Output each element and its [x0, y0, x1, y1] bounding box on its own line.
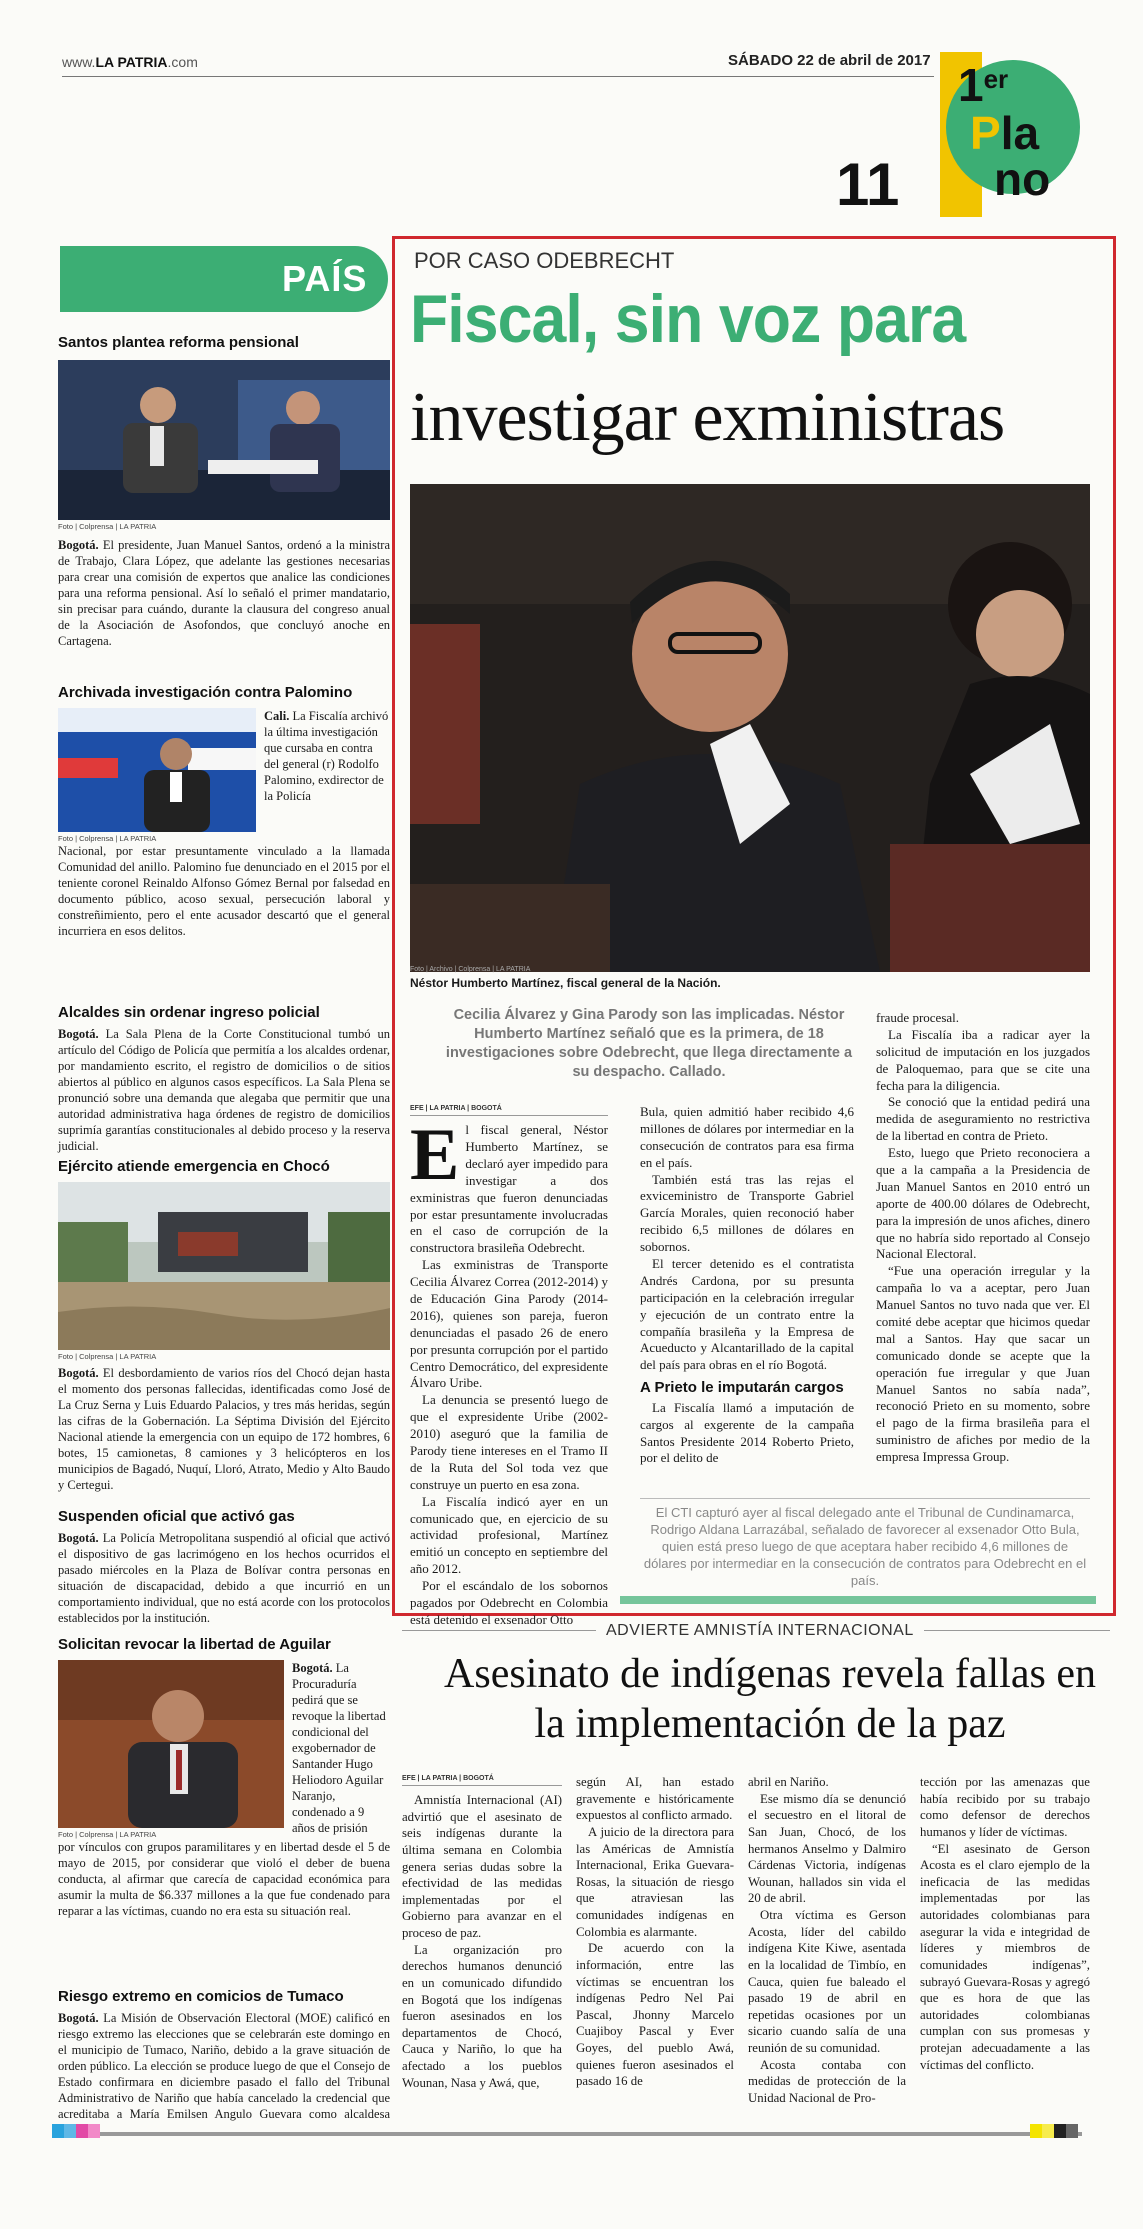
- brief-tumaco: [58, 1988, 390, 2138]
- paragraph: A juicio de la directora para las Américas de Amnistía Internacional, Erika Guevara-Rosas, la situación de riesgo que atraviesan las comunidades indígenas en Colombia es alarmante.: [576, 1824, 734, 1939]
- bottom-headline: Asesinato de indígenas revela fallas en la implementación de la paz: [444, 1651, 1096, 1747]
- paragraph: Por el escándalo de los sobornos pagados por Odebrecht en Colombia está detenido el exsenador Otto: [410, 1578, 608, 1627]
- paragraph: abril en Nariño.: [748, 1775, 829, 1789]
- brief-body: por vínculos con grupos paramilitares y en libertad desde el 5 de mayo de 2015, por considerar que violó el deber de buena conducta, al afirmar que carecía de capacidad económica para asumir la multa de $6.337 millones a la que fue condenado para reparar a las víctimas, cuando no era esta su situación real.: [58, 1840, 390, 1918]
- section-label: PAÍS: [282, 258, 368, 299]
- brief-body: Bogotá. La Sala Plena de la Corte Constitucional tumbó un artículo del Código de Policía que permitía a los alcaldes ordenar, por mandamiento escrito, el registro de domicilios o de sitios abiertos al público en algunos casos específicos. La Sala Plena se pronunció sobre una demanda que alegaba que permitir que una autoridad administrativa haga órdenes de registro de domicilios suprimía garantías constitucionales al debido proceso y la reserva judicial.: [58, 1027, 390, 1153]
- brief-alcaldes: [58, 1004, 390, 1154]
- feature-photo: [410, 484, 1090, 972]
- photo-credit: Foto | Colprensa | LA PATRIA: [58, 1830, 157, 1839]
- feature-subhead: A Prieto le imputarán cargos: [640, 1379, 844, 1397]
- site-url: www.LA PATRIA.com: [62, 54, 198, 70]
- brief-body: Bogotá. El desbordamiento de varios ríos del Chocó dejan hasta el momento dos personas fallecidas, identificadas como José de La Cruz Serna y Luis Eduardo Palacios, y tres más heridas, según las cifras de la Gobernación. La Séptima División del Ejército Nacional atiende la emergencia con un equipo de 172 hombres, 6 botes, 15 camionetas, 8 camiones y 3 helicópteros en los municipios de Bagadó, Nuquí, Lloró, Atrato, Medio y Alto Baudo y Certegui.: [58, 1366, 390, 1492]
- bottom-byline: EFE | LA PATRIA | BOGOTÁ: [402, 1774, 562, 1786]
- brief-pension-reform: [58, 334, 390, 649]
- feature-deck: Cecilia Álvarez y Gina Parody son las implicadas. Néstor Humberto Martínez señaló que es la primera, de 18 investigaciones sobre Odebrecht, que llega directamente a su despacho. Callado.: [445, 1007, 853, 1080]
- brief-title: Santos plantea reforma pensional: [58, 334, 299, 351]
- paragraph: Esto, luego que Prieto reconociera a que a la campaña a la Presidencia de Juan Manuel Santos en 2010 entró un aporte de 400.00 dólares de Odebrecht, para la impresión de unos afiches, dinero que no habría sido reportado al Consejo Nacional Electoral.: [876, 1145, 1090, 1262]
- feature-bottom-bar: [620, 1596, 1096, 1604]
- brief-body: Nacional, por estar presuntamente vinculado a la llamada Comunidad del anillo. Palomino fue denunciado en el 2015 por el teniente coronel Reinaldo Alfonso Gómez Bernal por falsedad en documento público, acoso sexual, persecución laboral y constreñimiento, pero el ente acusador descartó que el general incurriera en esos delitos.: [58, 844, 390, 938]
- color-registration-left: [52, 2124, 100, 2138]
- feature-column-3: [876, 1010, 1090, 1466]
- paragraph: La Fiscalía iba a radicar ayer la solicitud de imputación en los juzgados de Paloquemao, para que se cite una fecha para la diligencia.: [876, 1026, 1090, 1093]
- feature-byline: EFE | LA PATRIA | BOGOTÁ: [410, 1104, 608, 1116]
- brief-title: Archivada investigación contra Palomino: [58, 684, 353, 701]
- photo-aguilar: [58, 1660, 284, 1828]
- paragraph: “El asesinato de Gerson Acosta es el claro ejemplo de la ineficacia de las medidas implementadas por las autoridades colombianas para asegurar la vida e integridad de líderes y miembros de comunidades indígenas”, subrayó Guevara-Rosas y agregó que es hora de que las autoridades colombianas cumplan con sus promesas y protejan adecuadamente a las víctimas del conflicto.: [920, 1841, 1090, 2072]
- photo-santos: [58, 360, 390, 520]
- feature-column-1: [410, 1104, 608, 1629]
- feature-headline-top: Fiscal, sin voz para: [410, 281, 966, 357]
- bottom-column-4: [920, 1774, 1090, 2073]
- brief-body: Bogotá. La Misión de Observación Electoral (MOE) calificó en riesgo extremo las elecciones que se celebrarán este domingo en el municipio de Tumaco, Nariño, debido a la grave situación de orden público. La elección se produce luego de que el Consejo de Estado confirmara en diciembre pasado el fallo del Tribunal Administrativo de Nariño que había cancelado la credencial que acreditaba a María Emilsen Angulo Guevara como alcaldesa: [58, 2011, 390, 2121]
- bottom-kicker: ADVIERTE AMNISTÍA INTERNACIONAL: [596, 1622, 924, 1640]
- issue-date: SÁBADO 22 de abril de 2017: [728, 52, 931, 69]
- paragraph: Otra víctima es Gerson Acosta, líder del cabildo indígena Kite Kiwe, asentada en la localidad de Timbío, en Cauca, quien fue baleado el pasado 19 de abril en repetidas ocasiones por un sicario cuando salía de una reunión de su comunidad.: [748, 1908, 906, 2055]
- feature-photo-caption: Néstor Humberto Martínez, fiscal general de la Nación.: [410, 976, 721, 990]
- section-logo: 1er Pla no: [940, 52, 1080, 217]
- feature-headline-bottom: investigar exministras: [410, 379, 1005, 456]
- paragraph: Se conoció que la entidad pedirá una medida de aseguramiento no restrictiva de la libertad en contra de Prieto.: [876, 1094, 1090, 1144]
- feature-photo-credit: Foto | Archivo | Colprensa | LA PATRIA: [410, 966, 531, 973]
- section-banner: [60, 246, 388, 312]
- paragraph: De acuerdo con la información, entre las víctimas se encuentran los indígenas Pedro Nel Pai Pascal, Jhonny Marcelo Cuajiboy Pascal y Ever Goyes, del pueblo Awá, quienes fueron asesinados el pasado 16 de: [576, 1941, 734, 2089]
- paragraph: Acosta contaba con medidas de protección de la Unidad Nacional de Pro-: [748, 2057, 906, 2105]
- paragraph: Ese mismo día se denunció el secuestro en el litoral de San Juan, Chocó, de los hermanos Anselmo y Dalmiro Cárdenas Victoria, indígenas Wounan, hallados sin vida el 20 de abril.: [748, 1791, 906, 1906]
- brief-title: Suspenden oficial que activó gas: [58, 1508, 295, 1525]
- photo-palomino: [58, 708, 256, 832]
- brief-title: Solicitan revocar la libertad de Aguilar: [58, 1636, 331, 1653]
- feature-column-2: [640, 1104, 854, 1467]
- paragraph: “Fue una operación irregular y la campaña lo va a aceptar, pero Juan Manuel Santos no tuvo nada que ver. El comité debe aceptar que hicimos quedar mal a Santos. Hay que sacar un comunicado donde se acepte que la operación fue irregular y que Juan Manuel Santos no sabía nada”, reconoció Prieto en su momento, sobre el pago de la firma brasileña para el suministro de afiches por medio de la empresa Impressa Group.: [876, 1263, 1090, 1465]
- brief-title: Riesgo extremo en comicios de Tumaco: [58, 1988, 344, 2005]
- paragraph: También está tras las rejas el exviceministro de Transporte Gabriel García Morales, quien reconoció haber recibido 6,5 millones de dólares en sobornos.: [640, 1171, 854, 1255]
- paragraph: l fiscal general, Néstor Humberto Martínez, se declaró ayer impedido para investigar a dos exministras que fueron denunciadas por estar presuntamente involucradas en el caso de corrupción de la constructora brasileña Odebrecht.: [410, 1122, 608, 1256]
- brief-body: Bogotá. La Policía Metropolitana suspendió al oficial que activó el dispositivo de gas lacrimógeno en los hechos ocurridos el pasado miércoles en la Plaza de Bolívar contra personas en situación de discapacidad, debido a que incurrió en un comportamiento individual, que no está acorde con los protocolos establecidos por la institución.: [58, 1531, 390, 1625]
- color-registration-right: [1030, 2124, 1078, 2138]
- header-rule: [62, 76, 934, 77]
- paragraph: Amnistía Internacional (AI) advirtió que el asesinato de seis indígenas durante la última semana en Colombia genera serias dudas sobre la efectividad de las medidas implementadas por el Gobierno para avanzar en el proceso de paz.: [402, 1793, 562, 1941]
- paragraph: La Fiscalía indicó ayer en un comunicado que, en ejercicio de su actividad profesional, Martínez emitió un concepto en septiembre del año 2012.: [410, 1493, 608, 1577]
- brief-body-side: Bogotá. La Procuraduría pedirá que se revoque la libertad condicional del exgobernador de Santander Hugo Heliodoro Aguilar Naranjo, condenado a 9 años de prisión: [292, 1661, 386, 1835]
- feature-kicker: POR CASO ODEBRECHT: [414, 248, 675, 273]
- paragraph: La Fiscalía llamó a imputación de cargos al exgerente de la campaña Santos Presidente 2014 Roberto Prieto, por el delito de: [640, 1399, 854, 1466]
- paragraph: tección por las amenazas que había recibido por su trabajo como defensor de derechos humanos y líder de víctimas.: [920, 1775, 1090, 1839]
- paragraph: La organización pro derechos humanos denunció en un comunicado difundido en Bogotá que los indígenas fueron asesinados en los departamentos de Chocó, Cauca y Nariño, lo que ha afectado a los pueblos Wounan, Nasa y Awá, que,: [402, 1942, 562, 2090]
- photo-credit: Foto | Colprensa | LA PATRIA: [58, 834, 157, 843]
- brief-body: Bogotá. El presidente, Juan Manuel Santos, ordenó a la ministra de Trabajo, Clara López, que adelante las gestiones necesarias para crear una comisión de expertos que analice las condiciones para una reforma pensional. Así lo señaló el primer mandatario, sin precisar para cuándo, durante la clausura del congreso anual de la Asociación de Asofondos, que concluyó anoche en Cartagena.: [58, 538, 390, 648]
- paragraph: Bula, quien admitió haber recibido 4,6 millones de dólares por intermediar en la consecución de contratos para esa firma en el país.: [640, 1104, 854, 1170]
- paragraph: La denuncia se presentó luego de que el expresidente Uribe (2002-2010) aseguró que la familia de Parody tiene intereses en el Tramo II de la Ruta del Sol toda vez que construye un puerto en esa zona.: [410, 1392, 608, 1492]
- paragraph: fraude procesal.: [876, 1010, 960, 1025]
- photo-credit: Foto | Colprensa | LA PATRIA: [58, 522, 157, 531]
- footer-rule: [62, 2132, 1082, 2136]
- brief-body-side: Cali. La Fiscalía archivó la última investigación que cursaba en contra del general (r) Rodolfo Palomino, exdirector de la Policía: [264, 709, 389, 803]
- feature-pullquote: El CTI capturó ayer al fiscal delegado ante el Tribunal de Cundinamarca, Rodrigo Aldana Larrazábal, señalado de favorecer al exsenador Otto Bula, quien está preso luego de que aceptara haber recibido 4,6 millones de dólares por intermediar en la consecución de contratos para Odebrecht en el país.: [640, 1498, 1090, 1589]
- brief-choco: [58, 1158, 390, 1493]
- brief-aguilar: [58, 1636, 390, 1919]
- brief-palomino: [58, 684, 390, 939]
- page-number: 11: [836, 151, 900, 218]
- paragraph: El tercer detenido es el contratista Andrés Cardona, por su presunta participación en la celebración irregular y ejecución de un contrato entre la compañía brasileña y la Empresa de Acueducto y Alcantarillado de la capital del país para obras en el río Bogotá.: [640, 1256, 854, 1373]
- bottom-column-2: [576, 1774, 734, 2090]
- brief-title: Ejército atiende emergencia en Chocó: [58, 1158, 330, 1175]
- photo-flood: [58, 1182, 390, 1350]
- bottom-column-3: [748, 1774, 906, 2107]
- drop-cap: E: [410, 1114, 460, 1197]
- bottom-column-1: [402, 1774, 562, 2091]
- brief-gas: [58, 1508, 390, 1626]
- paragraph: Las exministras de Transporte Cecilia Álvarez Correa (2012-2014) y de Educación Gina Parody (2014-2016), quienes son pareja, fueron denunciadas el pasado 26 de enero por presunta corrupción por el partido Centro Democrático, del expresidente Álvaro Uribe.: [410, 1257, 608, 1391]
- brief-title: Alcaldes sin ordenar ingreso policial: [58, 1004, 320, 1021]
- photo-credit: Foto | Colprensa | LA PATRIA: [58, 1352, 157, 1361]
- paragraph: según AI, han estado gravemente e históricamente expuestos al conflicto armado.: [576, 1775, 734, 1823]
